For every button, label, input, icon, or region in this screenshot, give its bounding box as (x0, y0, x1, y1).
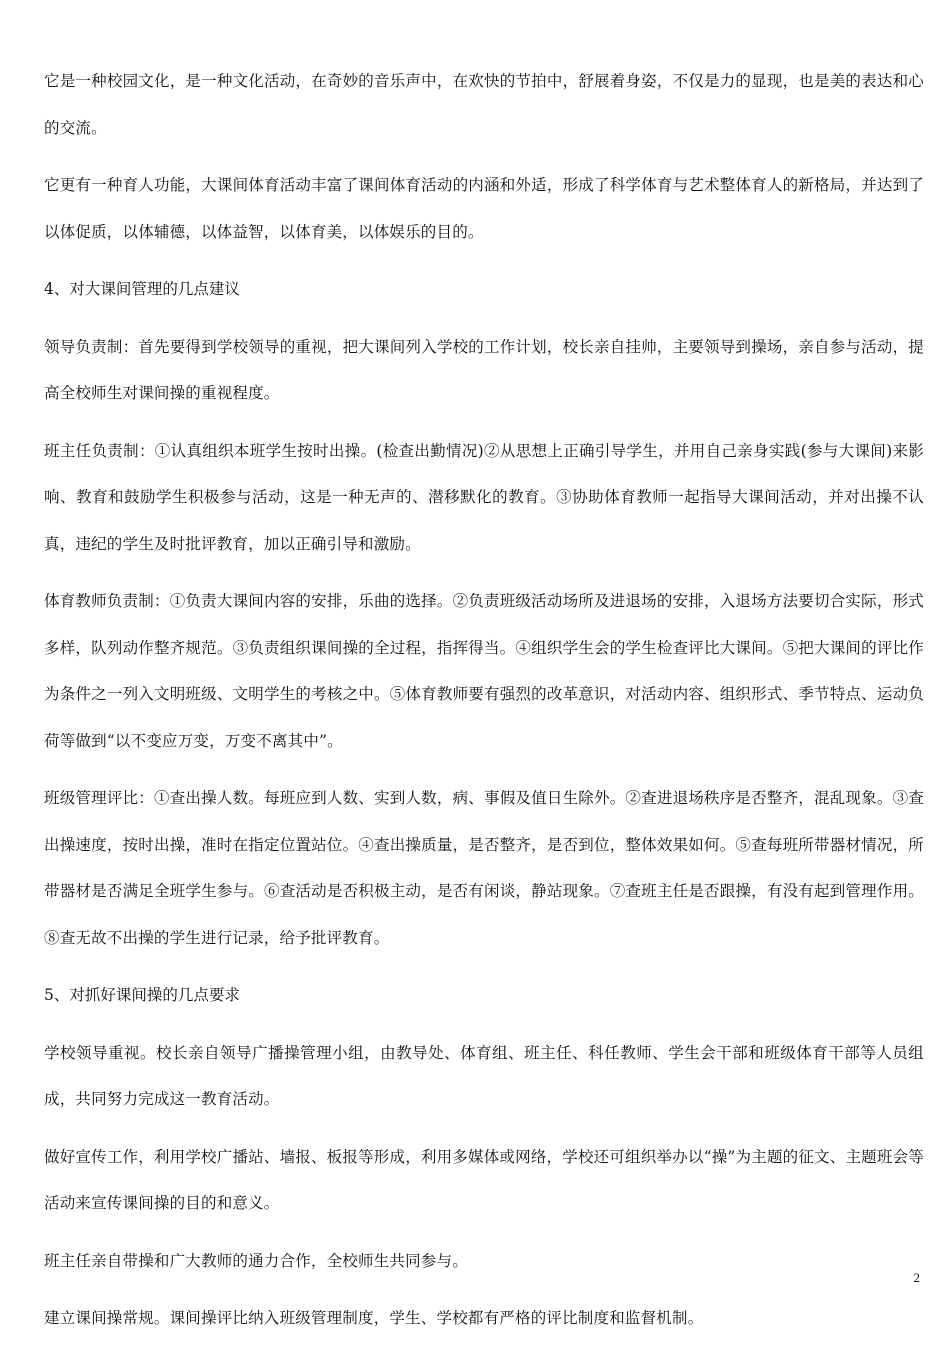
paragraph-class-evaluation: 班级管理评比：①查出操人数。每班应到人数、实到人数，病、事假及值日生除外。②查进退场秩序是否整齐，混乱现象。③查出操速度，按时出操，准时在指定位置站位。④查出操质量，是否整齐，是否到位，整体效果如何。⑤查每班所带器材情况，所带器材是否满足全班学生参与。⑥查活动是否积极主动，是否有闲谈，静站现象。⑦查班主任是否跟操，有没有起到管理作用。⑧查无故不出操的学生进行记录，给予批评教育。 (44, 789, 924, 947)
section-heading-5: 5、对抓好课间操的几点要求 (44, 986, 240, 1004)
document-body (44, 58, 924, 1353)
page-number: 2 (913, 1270, 920, 1285)
paragraph-publicity: 做好宣传工作，利用学校广播站、墙报、板报等形成，利用多媒体或网络，学校还可组织举办以“操”为主题的征文、主题班会等活动来宣传课间操的目的和意义。 (44, 1147, 924, 1212)
paragraph-teacher-cooperation: 班主任亲自带操和广大教师的通力合作，全校师生共同参与。 (44, 1251, 468, 1270)
paragraph-leader-responsibility: 领导负责制：首先要得到学校领导的重视，把大课间列入学校的工作计划，校长亲自挂帅，主要领导到操场，亲自参与活动，提高全校师生对课间操的重视程度。 (44, 337, 924, 402)
paragraph-routine-system: 建立课间操常规。课间操评比纳入班级管理制度，学生、学校都有严格的评比制度和监督机制。 (44, 1309, 704, 1327)
paragraph-head-teacher-responsibility: 班主任负责制：①认真组织本班学生按时出操。(检查出勤情况)②从思想上正确引导学生，并用自己亲身实践(参与大课间)来影响、教育和鼓励学生积极参与活动，这是一种无声的、潜移默化的教育。③协助体育教师一起指导大课间活动，并对出操不认真，违纪的学生及时批评教育，加以正确引导和激励。 (44, 441, 924, 553)
paragraph-pe-teacher-responsibility: 体育教师负责制：①负责大课间内容的安排，乐曲的选择。②负责班级活动场所及进退场的安排，入退场方法要切合实际，形式多样，队列动作整齐规范。③负责组织课间操的全过程，指挥得当。④组织学生会的学生检查评比大课间。⑤把大课间的评比作为条件之一列入文明班级、文明学生的考核之中。⑤体育教师要有强烈的改革意识，对活动内容、组织形式、季节特点、运动负荷等做到“以不变应万变，万变不离其中”。 (44, 592, 924, 750)
paragraph-education-function: 它更有一种育人功能，大课间体育活动丰富了课间体育活动的内涵和外适，形成了科学体育与艺术整体育人的新格局，并达到了以体促质，以体辅德，以体益智，以体育美，以体娱乐的目的。 (44, 176, 924, 241)
paragraph-campus-culture: 它是一种校园文化，是一种文化活动，在奇妙的音乐声中，在欢快的节拍中，舒展着身姿，不仅是力的显现，也是美的表达和心的交流。 (44, 72, 924, 137)
paragraph-leadership-attention: 学校领导重视。校长亲自领导广播操管理小组，由教导处、体育组、班主任、科任教师、学生会干部和班级体育干部等人员组成，共同努力完成这一教育活动。 (44, 1043, 924, 1108)
section-heading-4: 4、对大课间管理的几点建议 (44, 280, 240, 298)
